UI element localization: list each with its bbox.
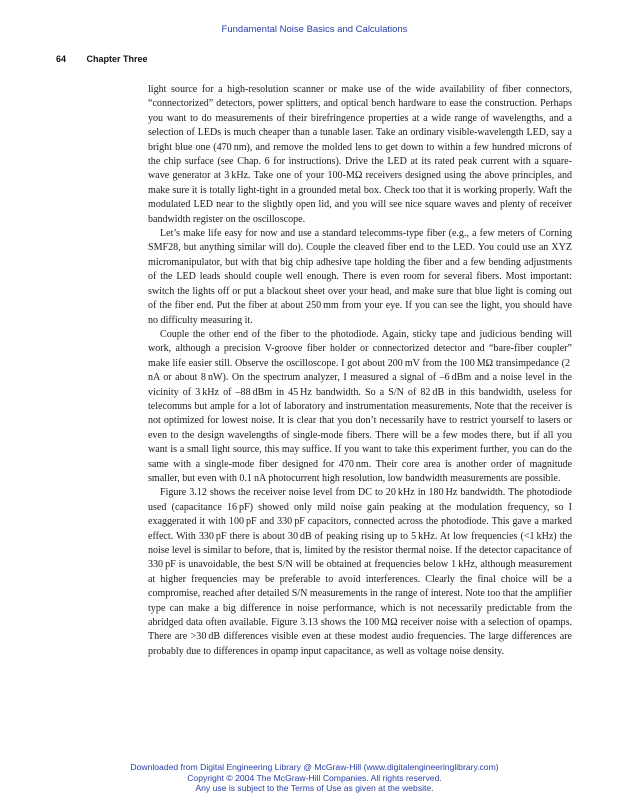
paragraph-1: light source for a high-resolution scanner or make use of the wide availability of fiber connectors, “connectorized” detectors, power splitters, and optical bench hardware to ease the construction. Perhaps you want to do measurements of their birefringence properties at a wide range of wavelengths, and a selection of LEDs is much cheaper than a tunable laser. Take an ordinary visible-wavelength LED, say a bright blue one (470 nm), and remove the molded lens to get down to within a few hundred microns of the chip surface (see Chap. 6 for instructions). Drive the LED at its rated peak current with a square-wave generator at 3 kHz. Take one of your 100-MΩ receivers designed using the above principles, and make sure it is totally light-tight in a grounded metal box. Check too that it is working properly. Waft the modulated LED near to the slightly open lid, and you will see nice square waves and plenty of receiver bandwidth register on the oscilloscope. [148,84,572,225]
paragraph-2: Let’s make life easy for now and use a standard telecomms-type fiber (e.g., a few meters of Corning SMF28, but anything similar will do). Couple the cleaved fiber end to the LED. You could use an XYZ micromanipulator, but with that big chip adhesive tape holding the fiber and a few bending adjustments of the LED leads should couple well enough. There is even room for several fibers. Most important: switch the lights off or put a blackout sheet over your head, and make sure that blue light is coming out of the fiber end. Put the fiber at about 250 mm from your eye. If you can see the light, you should have no difficulty measuring it. [148,228,572,326]
page-number: 64 [56,54,67,64]
chapter-title: Chapter Three [86,54,148,64]
footer-download-link[interactable]: Downloaded from Digital Engineering Library @ McGraw-Hill (www.digitalengineeringlibrary.com) [130,762,499,772]
running-head: Fundamental Noise Basics and Calculations [221,24,408,35]
body-text [148,83,572,659]
footer [0,762,629,794]
paragraph-4: Figure 3.12 shows the receiver noise level from DC to 20 kHz in 180 Hz bandwidth. The photodiode used (capacitance 16 pF) showed only mild noise gain peaking at the modulation frequency, so I exaggerated it with 100 pF and 330 pF capacitors, connected across the photodiode. This gave a marked effect. With 330 pF there is about 30 dB of peaking rising up to 5 kHz. At low frequencies (<1 kHz) the noise level is similar to before, that is, limited by the resistor thermal noise. If the detector capacitance of 330 pF is unavoidable, the best S/N will be obtained at frequencies below 1 kHz, although measurement at higher frequencies may be preferable to avoid interferences. Clearly the final choice will be a compromise, reached after detailed S/N measurements in the range of interest. Note too that the amplifier type can make a big difference in noise performance, which is not necessarily predictable from the abridged data often available. Figure 3.13 shows the 100 MΩ receiver noise with a selection of opamps. There are >30 dB differences visible even at these modest audio frequencies. The large differences are probably due to differences in opamp input capacitance, as well as voltage noise density. [148,487,572,657]
footer-terms: Any use is subject to the Terms of Use as given at the website. [195,783,434,794]
paragraph-3: Couple the other end of the fiber to the photodiode. Again, sticky tape and judicious bending will work, although a precision V-groove fiber holder or connectorized detector and “bare-fiber coupler” make life easier still. Observe the oscilloscope. I got about 200 mV from the 100 MΩ transimpedance (2 nA or about 8 nW). On the spectrum analyzer, I measured a signal of –6 dBm and a noise level in the vicinity of 3 kHz of –88 dBm in 45 Hz bandwidth. So a S/N of 82 dB in this bandwidth, useless for telecomms but ample for a lot of laboratory and instrumentation measurements. Note that the receiver is not optimized for lowest noise. It is clear that you don’t necessarily have to restrict yourself to lasers or even to the design wavelengths of single-mode fibers. There will be a few modes there, but if all you want is a small light source, this may suffice. If you want to take this experiment further, you can do the same with a single-mode fiber designed for 470 nm. Their core area is another order of magnitude smaller, but even with 0.1 nA photocurrent high resolution, low bandwidth measurements are possible. [148,328,572,484]
page-header [56,54,148,64]
footer-copyright: Copyright © 2004 The McGraw-Hill Companies. All rights reserved. [187,772,442,783]
